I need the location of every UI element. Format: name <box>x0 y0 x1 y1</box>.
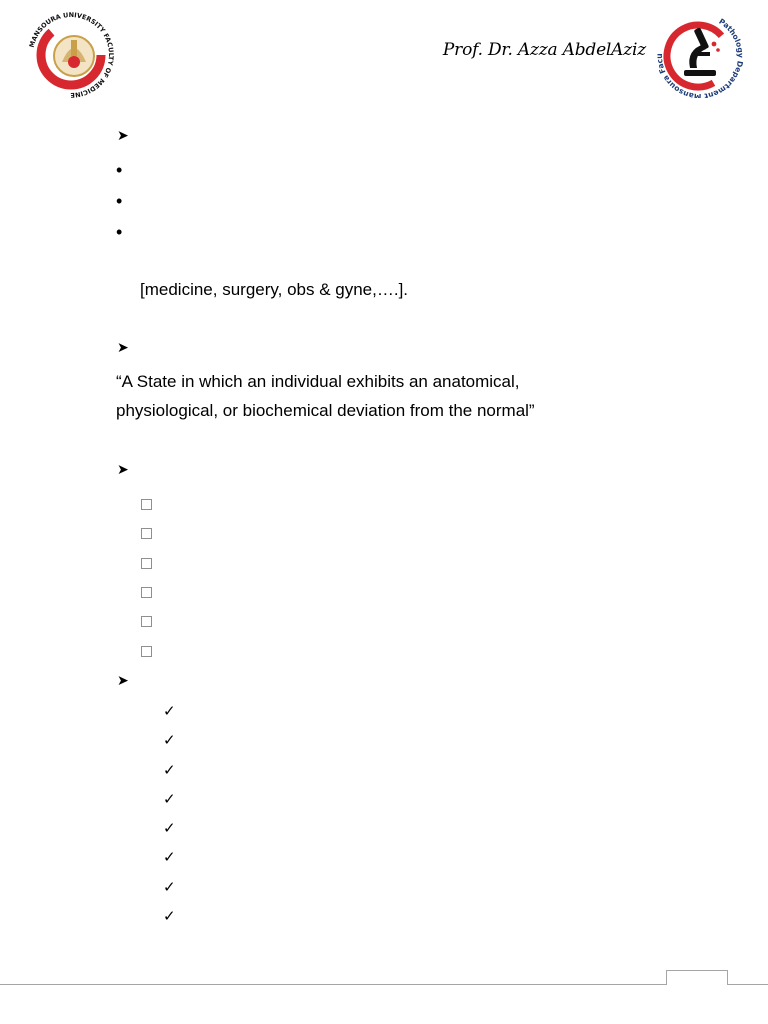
checkbox-bullet-icon <box>141 587 152 598</box>
footer-rule <box>727 984 768 985</box>
arrow-bullet-icon: ➤ <box>117 340 129 356</box>
list-bullet: • <box>116 160 123 180</box>
list-bullet: • <box>116 191 123 211</box>
checkmark-icon: ✓ <box>163 848 176 866</box>
pathology-department-logo <box>654 10 746 98</box>
arrow-bullet-icon: ➤ <box>117 673 129 689</box>
author-name: Prof. Dr. Azza AbdelAziz <box>442 40 646 60</box>
checkbox-bullet-icon <box>141 646 152 657</box>
microscope-icon <box>684 27 716 76</box>
specialties-text: [medicine, surgery, obs & gyne,….]. <box>140 280 409 299</box>
checkbox-bullet-icon <box>141 499 152 510</box>
checkbox-bullet-icon <box>141 616 152 627</box>
definition-text-line-2: physiological, or biochemical deviation from the normal” <box>116 401 535 420</box>
faculty-logo <box>22 12 120 98</box>
checkmark-icon: ✓ <box>163 878 176 896</box>
list-bullet: • <box>116 222 123 242</box>
checkmark-icon: ✓ <box>163 761 176 779</box>
checkmark-icon: ✓ <box>163 819 176 837</box>
checkbox-bullet-icon <box>141 528 152 539</box>
left-logo-ring-text: MANSOURA UNIVERSITY FACULTY OF MEDICINE <box>27 12 116 98</box>
page-number-box <box>666 970 728 985</box>
checkmark-icon: ✓ <box>163 731 176 749</box>
footer-rule <box>0 984 666 985</box>
arrow-bullet-icon: ➤ <box>117 462 129 478</box>
checkmark-icon: ✓ <box>163 790 176 808</box>
definition-text-line-1: “A State in which an individual exhibits an anatomical, <box>116 372 520 391</box>
right-logo-ring-text: Pathology Department Mansoura Facu <box>654 16 746 98</box>
checkmark-icon: ✓ <box>163 907 176 925</box>
checkmark-icon: ✓ <box>163 702 176 720</box>
arrow-bullet-icon: ➤ <box>117 128 129 144</box>
checkbox-bullet-icon <box>141 558 152 569</box>
